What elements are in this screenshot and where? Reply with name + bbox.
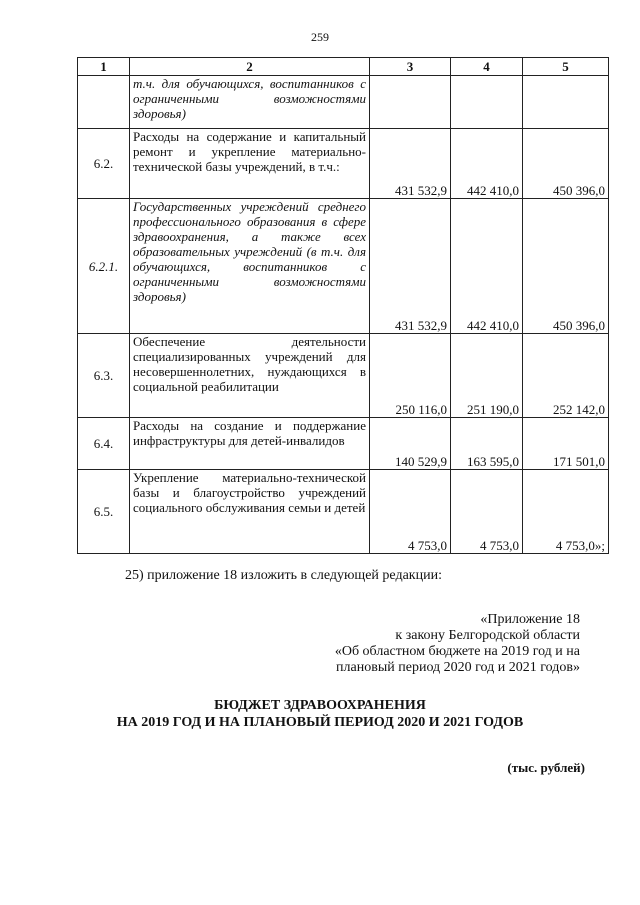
appendix-line: к закону Белгородской области <box>395 628 580 643</box>
document-title <box>0 697 640 731</box>
value-2021: 450 396,0 <box>523 129 609 199</box>
value-2020: 251 190,0 <box>451 334 523 418</box>
row-number: 6.2.1. <box>78 199 130 334</box>
table-row <box>78 334 609 418</box>
value-2020 <box>451 76 523 129</box>
column-header: 3 <box>370 58 451 76</box>
row-description: Обеспечение деятельности специализированных учреждений для несовершеннолетних, нуждающихся в социальной реабилитации <box>130 334 370 418</box>
row-description: Укрепление материально-технической базы и благоустройство учреждений социального обслуживания семьи и детей <box>130 470 370 554</box>
row-number: 6.5. <box>78 470 130 554</box>
table-row <box>78 76 609 129</box>
table-row <box>78 199 609 334</box>
units-label: (тыс. рублей) <box>507 760 585 775</box>
value-2019: 250 116,0 <box>370 334 451 418</box>
row-number: 6.3. <box>78 334 130 418</box>
row-description: Государственных учреждений среднего профессионального образования в сфере здравоохранения, а также всех образовательных учреждений (в т.ч. для обучающихся, воспитанников с ограниченными возможностями здоровья) <box>130 199 370 334</box>
value-2020: 4 753,0 <box>451 470 523 554</box>
title-line: НА 2019 ГОД И НА ПЛАНОВЫЙ ПЕРИОД 2020 И 2021 ГОДОВ <box>116 715 524 730</box>
value-2021: 450 396,0 <box>523 199 609 334</box>
value-2019: 431 532,9 <box>370 199 451 334</box>
row-description: Расходы на создание и поддержание инфраструктуры для детей-инвалидов <box>130 418 370 470</box>
value-2020: 442 410,0 <box>451 129 523 199</box>
page-number: 259 <box>311 30 329 44</box>
row-description: Расходы на содержание и капитальный ремонт и укрепление материально-технической базы учреждений, в т.ч.: <box>130 129 370 199</box>
value-2021: 252 142,0 <box>523 334 609 418</box>
value-2020: 163 595,0 <box>451 418 523 470</box>
table-header-row <box>78 58 609 76</box>
appendix-reference <box>280 612 580 676</box>
value-2021: 171 501,0 <box>523 418 609 470</box>
value-2021 <box>523 76 609 129</box>
table-row <box>78 418 609 470</box>
column-header: 5 <box>523 58 609 76</box>
budget-table <box>77 57 609 554</box>
appendix-line: плановый период 2020 год и 2021 годов» <box>336 660 580 675</box>
amendment-text: 25) приложение 18 изложить в следующей редакции: <box>125 568 442 583</box>
value-2019: 140 529,9 <box>370 418 451 470</box>
row-number: 6.4. <box>78 418 130 470</box>
table-row <box>78 129 609 199</box>
column-header: 4 <box>451 58 523 76</box>
value-2020: 442 410,0 <box>451 199 523 334</box>
appendix-line: «Приложение 18 <box>480 612 580 627</box>
value-2021: 4 753,0»; <box>523 470 609 554</box>
row-number: 6.2. <box>78 129 130 199</box>
table-row <box>78 470 609 554</box>
column-header: 1 <box>78 58 130 76</box>
column-header: 2 <box>130 58 370 76</box>
appendix-line: «Об областном бюджете на 2019 год и на <box>334 644 580 659</box>
value-2019: 431 532,9 <box>370 129 451 199</box>
value-2019 <box>370 76 451 129</box>
value-2019: 4 753,0 <box>370 470 451 554</box>
row-number <box>78 76 130 129</box>
row-description: т.ч. для обучающихся, воспитанников с ограниченными возможностями здоровья) <box>130 76 370 129</box>
title-line: БЮДЖЕТ ЗДРАВООХРАНЕНИЯ <box>214 698 426 713</box>
